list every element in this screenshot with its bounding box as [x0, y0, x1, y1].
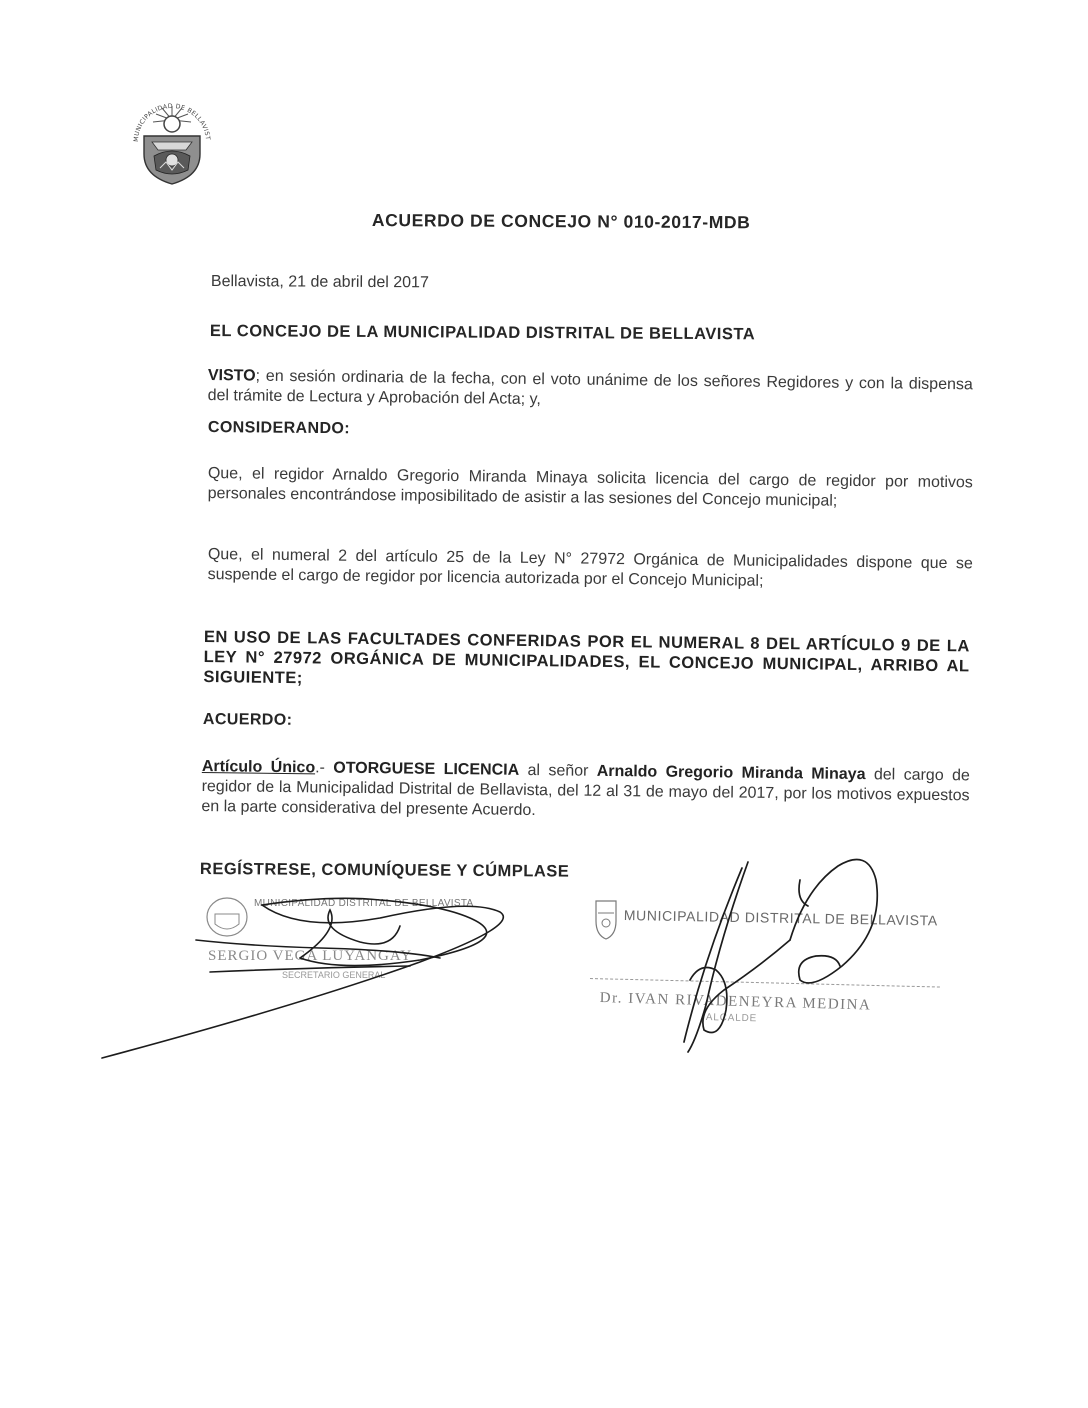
stamp-seal-icon [592, 895, 620, 941]
stamp-seal-icon [202, 894, 252, 940]
right-stamp-role: ALCALDE [705, 1012, 758, 1025]
visto-text: ; en sesión ordinaria de la fecha, con el voto unánime de los señores Regidores y con la dispensa del trámite de Lectura y Aprobación del Acta; y, [207, 367, 973, 409]
document-date: Bellavista, 21 de abril del 2017 [210, 273, 429, 292]
facultades-paragraph: EN USO DE LAS FACULTADES CONFERIDAS POR EL NUMERAL 8 DEL ARTÍCULO 9 DE LA LEY N° 27972 ORGÁNICA DE MUNICIPALIDADES, EL CONCEJO MUNICIPAL, ARRIBO AL SIGUIENTE; [203, 627, 970, 688]
municipal-seal-logo [126, 84, 216, 188]
visto-paragraph [208, 366, 973, 415]
considerando-paragraph-2: Que, el numeral 2 del artículo 25 de la Ley N° 27972 Orgánica de Municipalidades dispone que se suspende el cargo de regidor por licencia autorizada por el Concejo Municipal; [207, 545, 973, 590]
visto-label: VISTO [207, 366, 256, 385]
signature-line [590, 978, 940, 988]
articulo-mid: al señor [519, 761, 597, 780]
municipal-seal-icon [126, 84, 216, 188]
left-stamp [198, 892, 498, 992]
document-title: ACUERDO DE CONCEJO N° 010-2017-MDB [371, 210, 751, 233]
acuerdo-heading: ACUERDO: [202, 711, 293, 729]
council-heading: EL CONCEJO DE LA MUNICIPALIDAD DISTRITAL DE BELLAVISTA [209, 322, 756, 344]
articulo-unico-paragraph [201, 757, 970, 826]
articulo-text: del cargo de regidor de la Municipalidad Distrital de Bellavista, del 12 al 31 de mayo del 2017, por los motivos expuestos en la parte considerativa del presente Acuerdo. [201, 766, 970, 820]
closing-formula: REGÍSTRESE, COMUNÍQUESE Y CÚMPLASE [199, 860, 570, 881]
left-stamp-header: MUNICIPALIDAD DISTRITAL DE BELLAVISTA [254, 898, 474, 909]
articulo-label: Artículo Único [201, 757, 316, 777]
considerando-paragraph-1: Que, el regidor Arnaldo Gregorio Miranda Minaya solicita licencia del cargo de regidor por motivos personales encontrándose imposibilitado de asistir a las sesiones del Concejo municipal; [207, 464, 973, 510]
left-stamp-role: SECRETARIO GENERAL [282, 970, 386, 980]
svg-text:MUNICIPALIDAD DE BELLAVISTA: MUNICIPALIDAD DE BELLAVIST [132, 102, 211, 143]
right-stamp-name: Dr. IVAN RIVADENEYRA MEDINA [599, 990, 872, 1014]
articulo-sep: .- [315, 759, 334, 777]
articulo-bold: OTORGUESE LICENCIA [333, 759, 520, 779]
considerando-heading: CONSIDERANDO: [207, 419, 351, 438]
right-stamp-header: MUNICIPALIDAD DISTRITAL DE BELLAVISTA [623, 907, 938, 929]
left-stamp-name: SERGIO VEGA LUYANGAY [208, 948, 413, 964]
articulo-name: Arnaldo Gregorio Miranda Minaya [596, 762, 866, 784]
right-stamp [592, 895, 952, 975]
